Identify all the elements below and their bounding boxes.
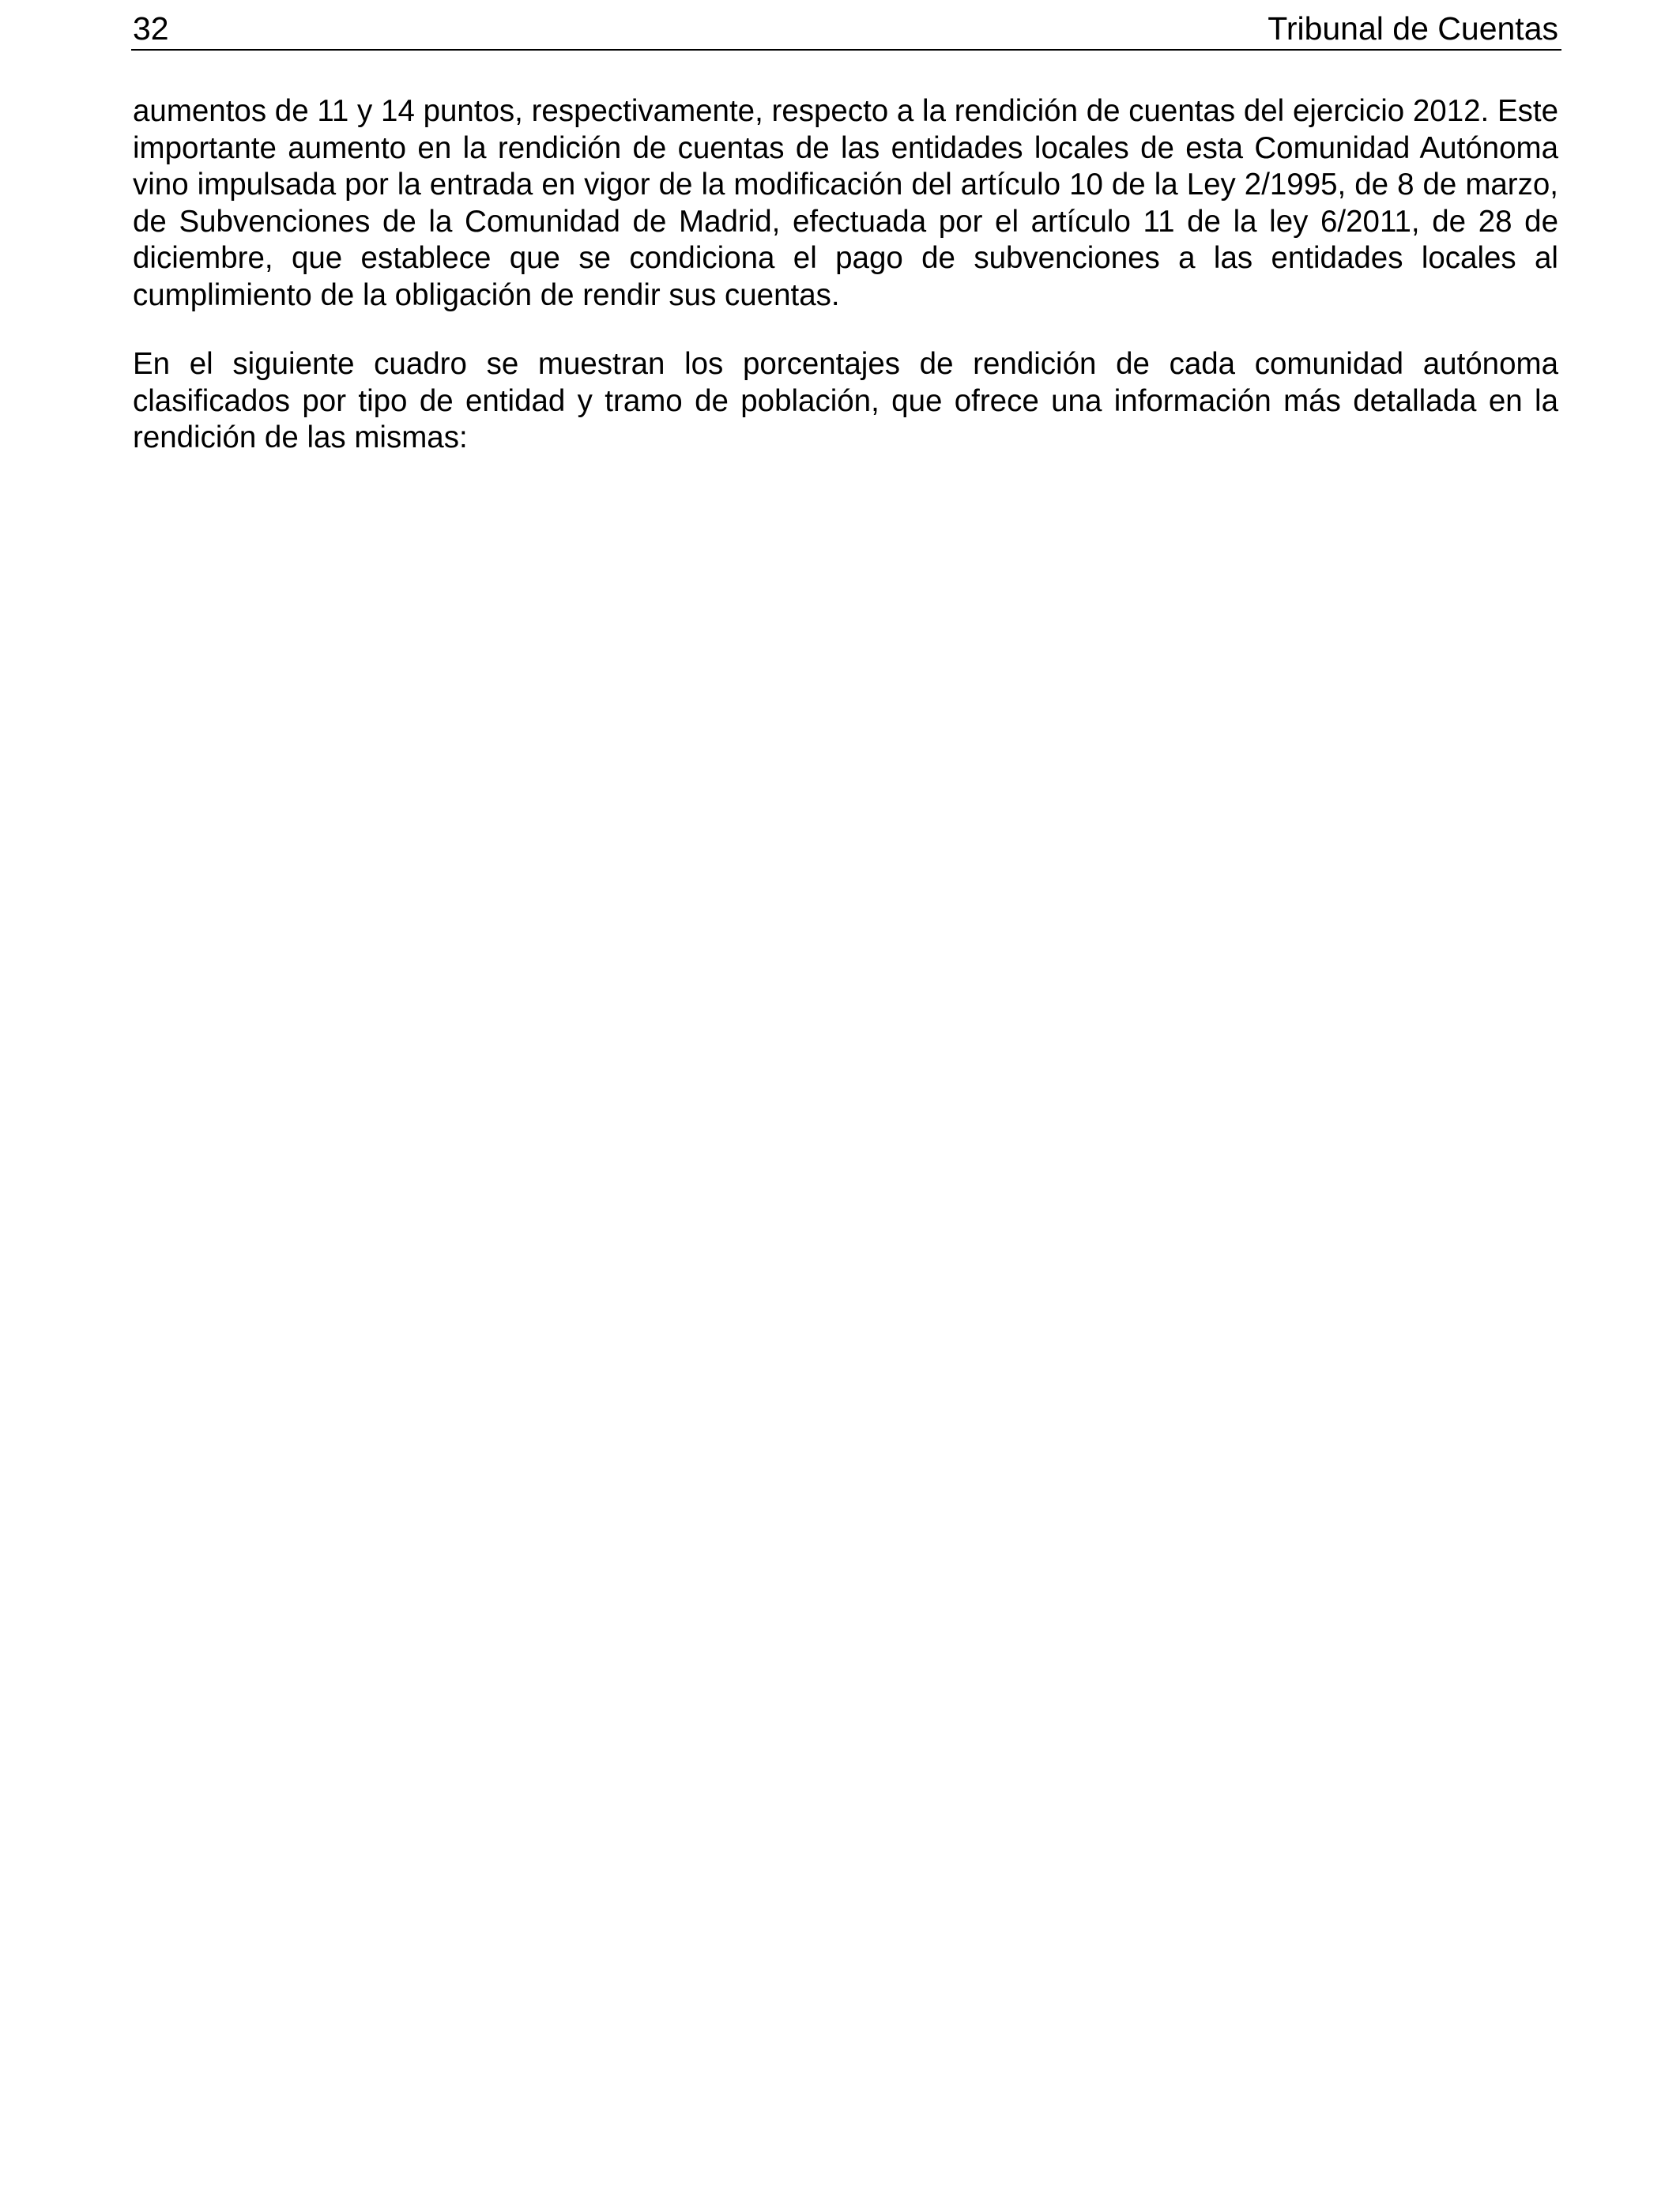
page-header [131,8,1561,51]
body-text [133,93,1558,457]
paragraph: En el siguiente cuadro se muestran los porcentajes de rendición de cada comunidad autónoma clasificados por tipo de entidad y tramo de población, que ofrece una información más detallada en la rendición de las mismas: [133,347,1558,454]
running-title: Tribunal de Cuentas [1268,10,1558,47]
page-number: 32 [133,10,169,47]
paragraph: aumentos de 11 y 14 puntos, respectivamente, respecto a la rendición de cuentas del ejercicio 2012. Este importante aumento en la rendición de cuentas de las entidades locales de esta Comunidad Autónoma vino impulsada por la entrada en vigor de la modificación del artículo 10 de la Ley 2/1995, de 8 de marzo, de Subvenciones de la Comunidad de Madrid, efectuada por el artículo 11 de la ley 6/2011, de 28 de diciembre, que establece que se condiciona el pago de subvenciones a las entidades locales al cumplimiento de la obligación de rendir sus cuentas. [133,94,1558,312]
